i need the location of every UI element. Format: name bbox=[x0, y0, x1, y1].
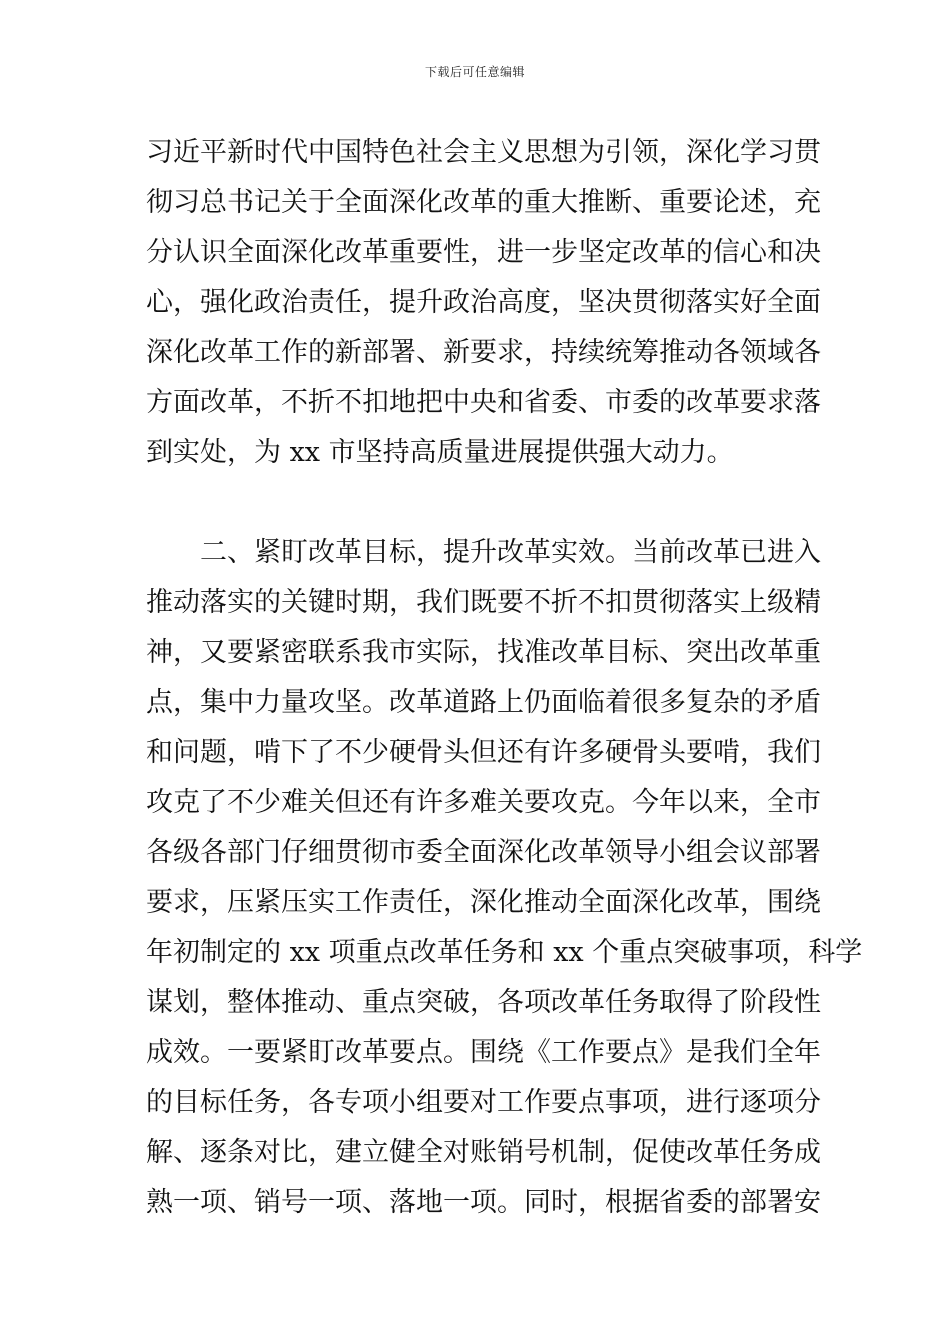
text-line: 推动落实的关键时期，我们既要不折不扣贯彻落实上级精 bbox=[146, 587, 821, 618]
document-body bbox=[146, 128, 863, 1228]
text-line: 要求，压紧压实工作责任，深化推动全面深化改革，围绕 bbox=[146, 887, 821, 918]
text-line: 习近平新时代中国特色社会主义思想为引领，深化学习贯 bbox=[146, 137, 821, 168]
text-line: 和问题，啃下了不少硬骨头但还有许多硬骨头要啃，我们 bbox=[146, 737, 821, 768]
page-header: 下载后可任意编辑 bbox=[424, 65, 525, 79]
text-line: 的目标任务，各专项小组要对工作要点事项，进行逐项分 bbox=[146, 1087, 821, 1118]
text-line: 各级各部门仔细贯彻市委全面深化改革领导小组会议部署 bbox=[146, 837, 821, 868]
text-line: 熟一项、销号一项、落地一项。同时，根据省委的部署安 bbox=[146, 1187, 821, 1218]
text-line: 谋划，整体推动、重点突破，各项改革任务取得了阶段性 bbox=[146, 987, 821, 1018]
text-line: 方面改革，不折不扣地把中央和省委、市委的改革要求落 bbox=[146, 387, 821, 418]
text-line: 二、紧盯改革目标，提升改革实效。当前改革已进入 bbox=[146, 537, 821, 568]
text-line: 成效。一要紧盯改革要点。围绕《工作要点》是我们全年 bbox=[146, 1037, 821, 1068]
paragraph-2 bbox=[146, 528, 863, 1228]
text-line: 到实处，为 xx 市坚持高质量进展提供强大动力。 bbox=[146, 437, 734, 468]
text-line: 深化改革工作的新部署、新要求，持续统筹推动各领域各 bbox=[146, 337, 821, 368]
text-line: 攻克了不少难关但还有许多难关要攻克。今年以来，全市 bbox=[146, 787, 821, 818]
text-line: 分认识全面深化改革重要性，进一步坚定改革的信心和决 bbox=[146, 237, 821, 268]
text-line: 心，强化政治责任，提升政治高度，坚决贯彻落实好全面 bbox=[146, 287, 821, 318]
text-line: 点，集中力量攻坚。改革道路上仍面临着很多复杂的矛盾 bbox=[146, 687, 821, 718]
paragraph-gap bbox=[146, 478, 806, 528]
paragraph-1 bbox=[146, 128, 821, 478]
text-line: 解、逐条对比，建立健全对账销号机制，促使改革任务成 bbox=[146, 1137, 821, 1168]
text-line: 神，又要紧密联系我市实际，找准改革目标、突出改革重 bbox=[146, 637, 821, 668]
text-line: 年初制定的 xx 项重点改革任务和 xx 个重点突破事项，科学 bbox=[146, 937, 863, 968]
text-line: 彻习总书记关于全面深化改革的重大推断、重要论述，充 bbox=[146, 187, 821, 218]
